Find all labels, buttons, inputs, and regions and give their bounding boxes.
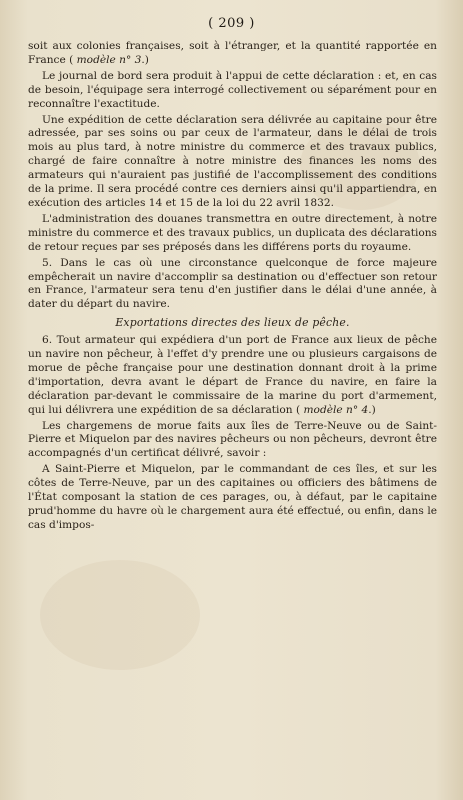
model-reference: modèle n° 4 <box>303 403 369 416</box>
paragraph-text: soit aux colonies françaises, soit à l'étranger, et la quantité rapportée en France ( <box>28 40 437 66</box>
paragraph <box>28 334 437 417</box>
paragraph: L'administration des douanes transmettra en outre directement, à notre ministre du commerce et des travaux publics, un duplicata des déclarations de retour reçues par ses préposés dans les différens ports du royaume. <box>28 212 437 253</box>
section-heading: Exportations directes des lieux de pêche. <box>115 316 350 330</box>
paragraph: 5. Dans le cas où une circonstance quelconque de force majeure empêcherait un navire d'accomplir sa destination ou d'effectuer son retour en France, l'armateur sera tenu d'en justifier dans le délai d'une année, à dater du départ du navire. <box>28 256 437 311</box>
paragraph: A Saint-Pierre et Miquelon, par le commandant de ces îles, et sur les côtes de Terre-Neuve, par un des capitaines ou officiers des bâtimens de l'État composant la station de ces parages, ou, à défaut, par le capitaine prud'homme du havre où le chargement aura été effectué, ou enfin, dans le cas d'impos- <box>28 463 437 531</box>
body-text <box>28 40 437 535</box>
paragraph <box>28 40 437 68</box>
model-reference: modèle n° 3 <box>76 53 142 66</box>
paragraph-tail: .) <box>368 403 376 416</box>
page-number: ( 209 ) <box>208 16 255 31</box>
paragraph: Une expédition de cette déclaration sera délivrée au capitaine pour être adressée, par ses soins ou par ceux de l'armateur, dans le délai de trois mois au plus tard, à notre ministre du commerce et des travaux publics, chargé de faire connaître à notre ministre des finances les noms des armateurs qui n'auraient pas justifié de l'accomplissement des conditions de la prime. Il sera procédé contre ces derniers ainsi qu'il appartiendra, en exécution des articles 14 et 15 de la loi du 22 avril 1832. <box>28 113 437 209</box>
paragraph: Le journal de bord sera produit à l'appui de cette déclaration : et, en cas de besoin, l'équipage sera interrogé collectivement ou séparément pour en reconnaître l'exactitude. <box>28 69 437 110</box>
paragraph-tail: .) <box>141 53 149 66</box>
paper-stain <box>40 560 200 670</box>
paragraph: Les chargemens de morue faits aux îles de Terre-Neuve ou de Saint-Pierre et Miquelon par des navires pêcheurs ou non pêcheurs, devront être accompagnés d'un certificat délivré, savoir : <box>28 419 437 460</box>
paragraph-text: 6. Tout armateur qui expédiera d'un port de France aux lieux de pêche un navire non pêcheur, à l'effet d'y prendre une ou plusieurs cargaisons de morue de pêche française pour une destination donnant droit à la prime d'importation, devra avant le départ de France du navire, en faire la déclaration par-devant le commissaire de la marine du port d'armement, qui lui délivrera une expédition de sa déclaration ( <box>28 334 437 416</box>
